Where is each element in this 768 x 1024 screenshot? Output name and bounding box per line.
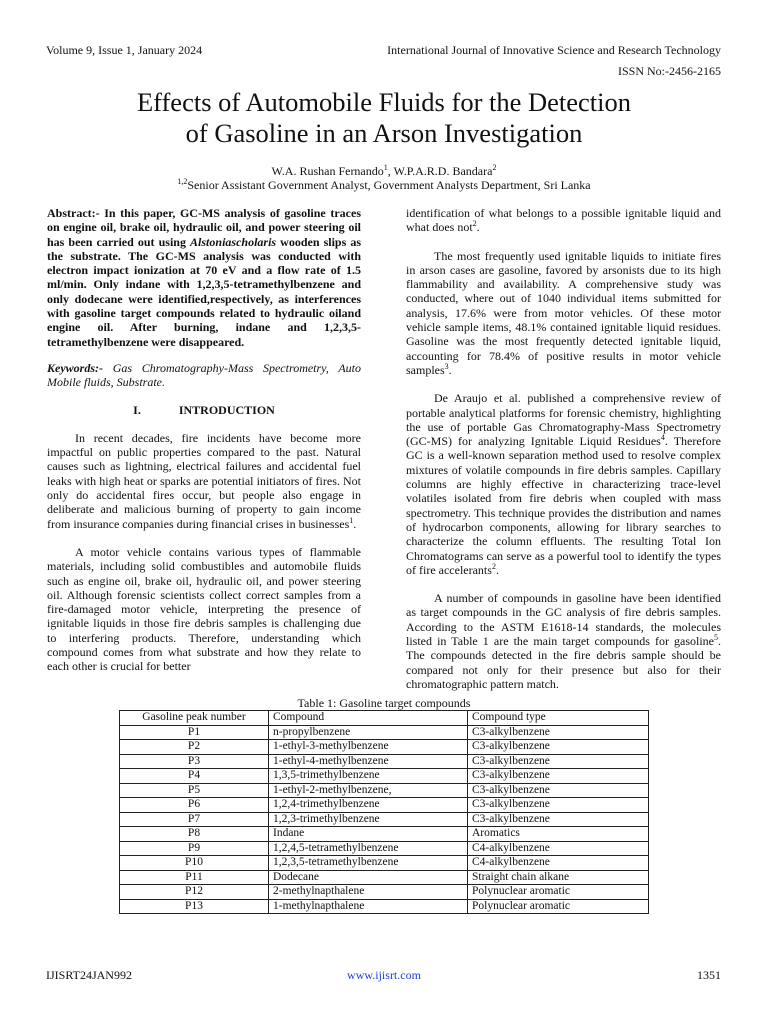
cell-compound: n-propylbenzene [269,725,468,740]
cell-peak: P10 [120,856,269,871]
cell-compound: 1,3,5-trimethylbenzene [269,769,468,784]
right-p2-end: . [495,562,499,577]
citation-2: 2 [472,219,477,229]
right-paragraph-0 [406,206,721,235]
right-column [406,206,721,691]
cell-type: Straight chain alkane [468,870,649,885]
intro-paragraph-2: A motor vehicle contains various types of flammable materials, including solid combustibles and automobile fluids such as engine oil, brake oil, hydraulic oil, and power steering oil. Although forensic scientists collect correct samples from a fire-damaged motor vehicle, interpreting the presence of ignitable liquids in those fire debris samples is challenging due to interfering products. Therefore, understanding which compound comes from what substrate and how they relate to each other is crucial for better [47,544,361,674]
paper-id: IJISRT24JAN992 [46,968,132,982]
citation-1: 1 [349,515,354,525]
right-p1-end: . [448,362,452,377]
cell-type: Polynuclear aromatic [468,899,649,914]
cell-peak: P12 [120,885,269,900]
cell-type: C3-alkylbenzene [468,740,649,755]
citation-2b: 2 [491,561,496,571]
table-row [120,812,649,827]
abstract [47,206,361,349]
right-p1-text: The most frequently used ignitable liquids to initiate fires in arson cases are gasoline, favored by arsonists due to its high flammability and availability. A comprehensive study was conducted, where out of 1040 individual items submitted for analysis, 17.6% were from motor vehicles. Of these motor vehicle sample items, 48.1% contained ignitable liquid residues. Gasoline was the most frequently detected ignitable liquid, accounting for 78.4% of positive results in motor vehicle samples [406,248,721,377]
cell-peak: P7 [120,812,269,827]
header-type: Compound type [468,711,649,726]
right-p0-text: identification of what belongs to a possible ignitable liquid and what does not [406,206,721,235]
keywords-text: Gas Chromatography-Mass Spectrometry, Auto Mobile fluids, Substrate. [47,360,361,390]
section-title: INTRODUCTION [178,402,275,417]
cell-peak: P1 [120,725,269,740]
journal-name: International Journal of Innovative Science and Research Technology [387,43,721,57]
table-row [120,870,649,885]
issn: ISSN No:-2456-2165 [617,64,721,78]
paper-title [40,87,728,149]
affiliation-text: Senior Assistant Government Analyst, Government Analysts Department, Sri Lanka [187,178,591,192]
intro-p1-end: . [353,516,357,531]
left-column [47,206,361,674]
table-row [120,740,649,755]
journal-url-link[interactable]: www.ijisrt.com [347,968,421,982]
table-row [120,856,649,871]
page-number: 1351 [697,968,721,982]
table-row [120,885,649,900]
cell-type: Polynuclear aromatic [468,885,649,900]
cell-type: C3-alkylbenzene [468,725,649,740]
table-row [120,725,649,740]
cell-peak: P4 [120,769,269,784]
author-2: W.P.A.R.D. Bandara [393,164,493,178]
right-p0-end: . [476,220,480,235]
cell-type: C3-alkylbenzene [468,783,649,798]
cell-compound: 1,2,3-trimethylbenzene [269,812,468,827]
cell-compound: 2-methylnapthalene [269,885,468,900]
right-paragraph-3 [406,591,721,691]
cell-type: C3-alkylbenzene [468,798,649,813]
table-row [120,754,649,769]
affiliation [0,178,768,193]
right-p2-text-b: . Therefore GC is a well-known separation method used to resolve complex mixtures of volatile compounds in fire debris samples. Capillary columns are highly effective in characterizing trace-level volatiles isolated from fire debris when coupled with mass spectrometry. This technique provides the distribution and names of hydrocarbon components, allowing for library searches to characterize the column effluents. The resulting Total Ion Chromatograms can serve as a powerful tool to identify the types of fire accelerants [406,434,721,577]
cell-type: C4-alkylbenzene [468,841,649,856]
cell-compound: 1-ethyl-4-methylbenzene [269,754,468,769]
citation-4: 4 [660,433,665,443]
right-paragraph-1 [406,249,721,378]
citation-3: 3 [444,361,449,371]
table-row [120,798,649,813]
cell-type: C4-alkylbenzene [468,856,649,871]
author-separator: , [387,164,394,178]
cell-peak: P3 [120,754,269,769]
author-1: W.A. Rushan Fernando [271,164,384,178]
section-number: I. [133,402,141,417]
intro-paragraph-1 [47,431,361,531]
abstract-species: Alstoniascholaris [190,234,277,249]
table-header-row [120,711,649,726]
table-row [120,783,649,798]
right-p3-end: . The compounds detected in the fire debris sample should be compared not only for their presence but also for their chromatographic pattern match. [406,634,721,691]
gasoline-compounds-table [119,710,649,914]
keywords-label: Keywords:- [47,360,103,375]
cell-compound: 1-ethyl-2-methylbenzene, [269,783,468,798]
cell-peak: P5 [120,783,269,798]
right-p3-text: A number of compounds in gasoline have been identified as target compounds in the GC analysis of fire debris samples. According to the ASTM E1618-14 standards, the molecules listed in Table 1 are the main target compounds for gasoline [406,591,721,649]
cell-peak: P8 [120,827,269,842]
right-paragraph-2 [406,391,721,577]
table-row [120,827,649,842]
cell-compound: Indane [269,827,468,842]
title-line-1: Effects of Automobile Fluids for the Detection [136,87,632,117]
section-heading-introduction [47,403,361,417]
cell-peak: P6 [120,798,269,813]
abstract-part-1: Abstract:- In this paper, GC-MS analysis of gasoline traces on engine oil, brake oil, hydraulic oil, and power steering oil has been carried out using [47,206,361,249]
table-row [120,899,649,914]
author-1-sup: 1 [383,163,388,172]
table-body [120,725,649,914]
cell-compound: 1-ethyl-3-methylbenzene [269,740,468,755]
intro-p1-text: In recent decades, fire incidents have become more impactful on public properties compared to the past. Natural causes such as lightning, electrical failures and accidental fuel leaks with high heat or sparks are potential initiators of fires. Not only do accidental fires occur, but people also engage in deliberate and malicious burning of property to gain income from insurance companies during financial crises in businesses [47,430,361,531]
cell-compound: 1,2,4-trimethylbenzene [269,798,468,813]
volume-info: Volume 9, Issue 1, January 2024 [46,43,203,57]
cell-peak: P9 [120,841,269,856]
authors [0,164,768,179]
cell-type: Aromatics [468,827,649,842]
cell-compound: 1-methylnapthalene [269,899,468,914]
cell-peak: P11 [120,870,269,885]
citation-5: 5 [714,633,718,643]
cell-type: C3-alkylbenzene [468,769,649,784]
right-p2-text-a: De Araujo et al. published a comprehensive review of portable analytical platforms for forensic chemistry, highlighting the use of portable Gas Chromatography-Mass Spectrometry (GC-MS) for analyzing Ignitable Liquid Residues [406,391,721,449]
header-peak: Gasoline peak number [120,711,269,726]
cell-type: C3-alkylbenzene [468,754,649,769]
keywords [47,361,361,390]
cell-compound: 1,2,4,5-tetramethylbenzene [269,841,468,856]
table-row [120,841,649,856]
cell-compound: Dodecane [269,870,468,885]
cell-type: C3-alkylbenzene [468,812,649,827]
abstract-part-2: wooden slips as the substrate. The GC-MS analysis was conducted with electron impact ionization at 70 eV and a flow rate of 1.5 ml/min. Only indane with 1,2,3,5-tetramethylbenzene and only dodecane were identified,respectively, as interferences with gasoline target compounds related to hydraulic oiland engine oil. After burning, indane and 1,2,3,5-tetramethylbenzene were disappeared. [47,234,361,349]
header-compound: Compound [269,711,468,726]
cell-peak: P13 [120,899,269,914]
affiliation-sup: 1,2 [177,177,188,186]
cell-peak: P2 [120,740,269,755]
title-line-2: of Gasoline in an Arson Investigation [185,118,583,148]
table-row [120,769,649,784]
author-2-sup: 2 [492,163,497,172]
cell-compound: 1,2,3,5-tetramethylbenzene [269,856,468,871]
table-caption: Table 1: Gasoline target compounds [297,696,471,710]
